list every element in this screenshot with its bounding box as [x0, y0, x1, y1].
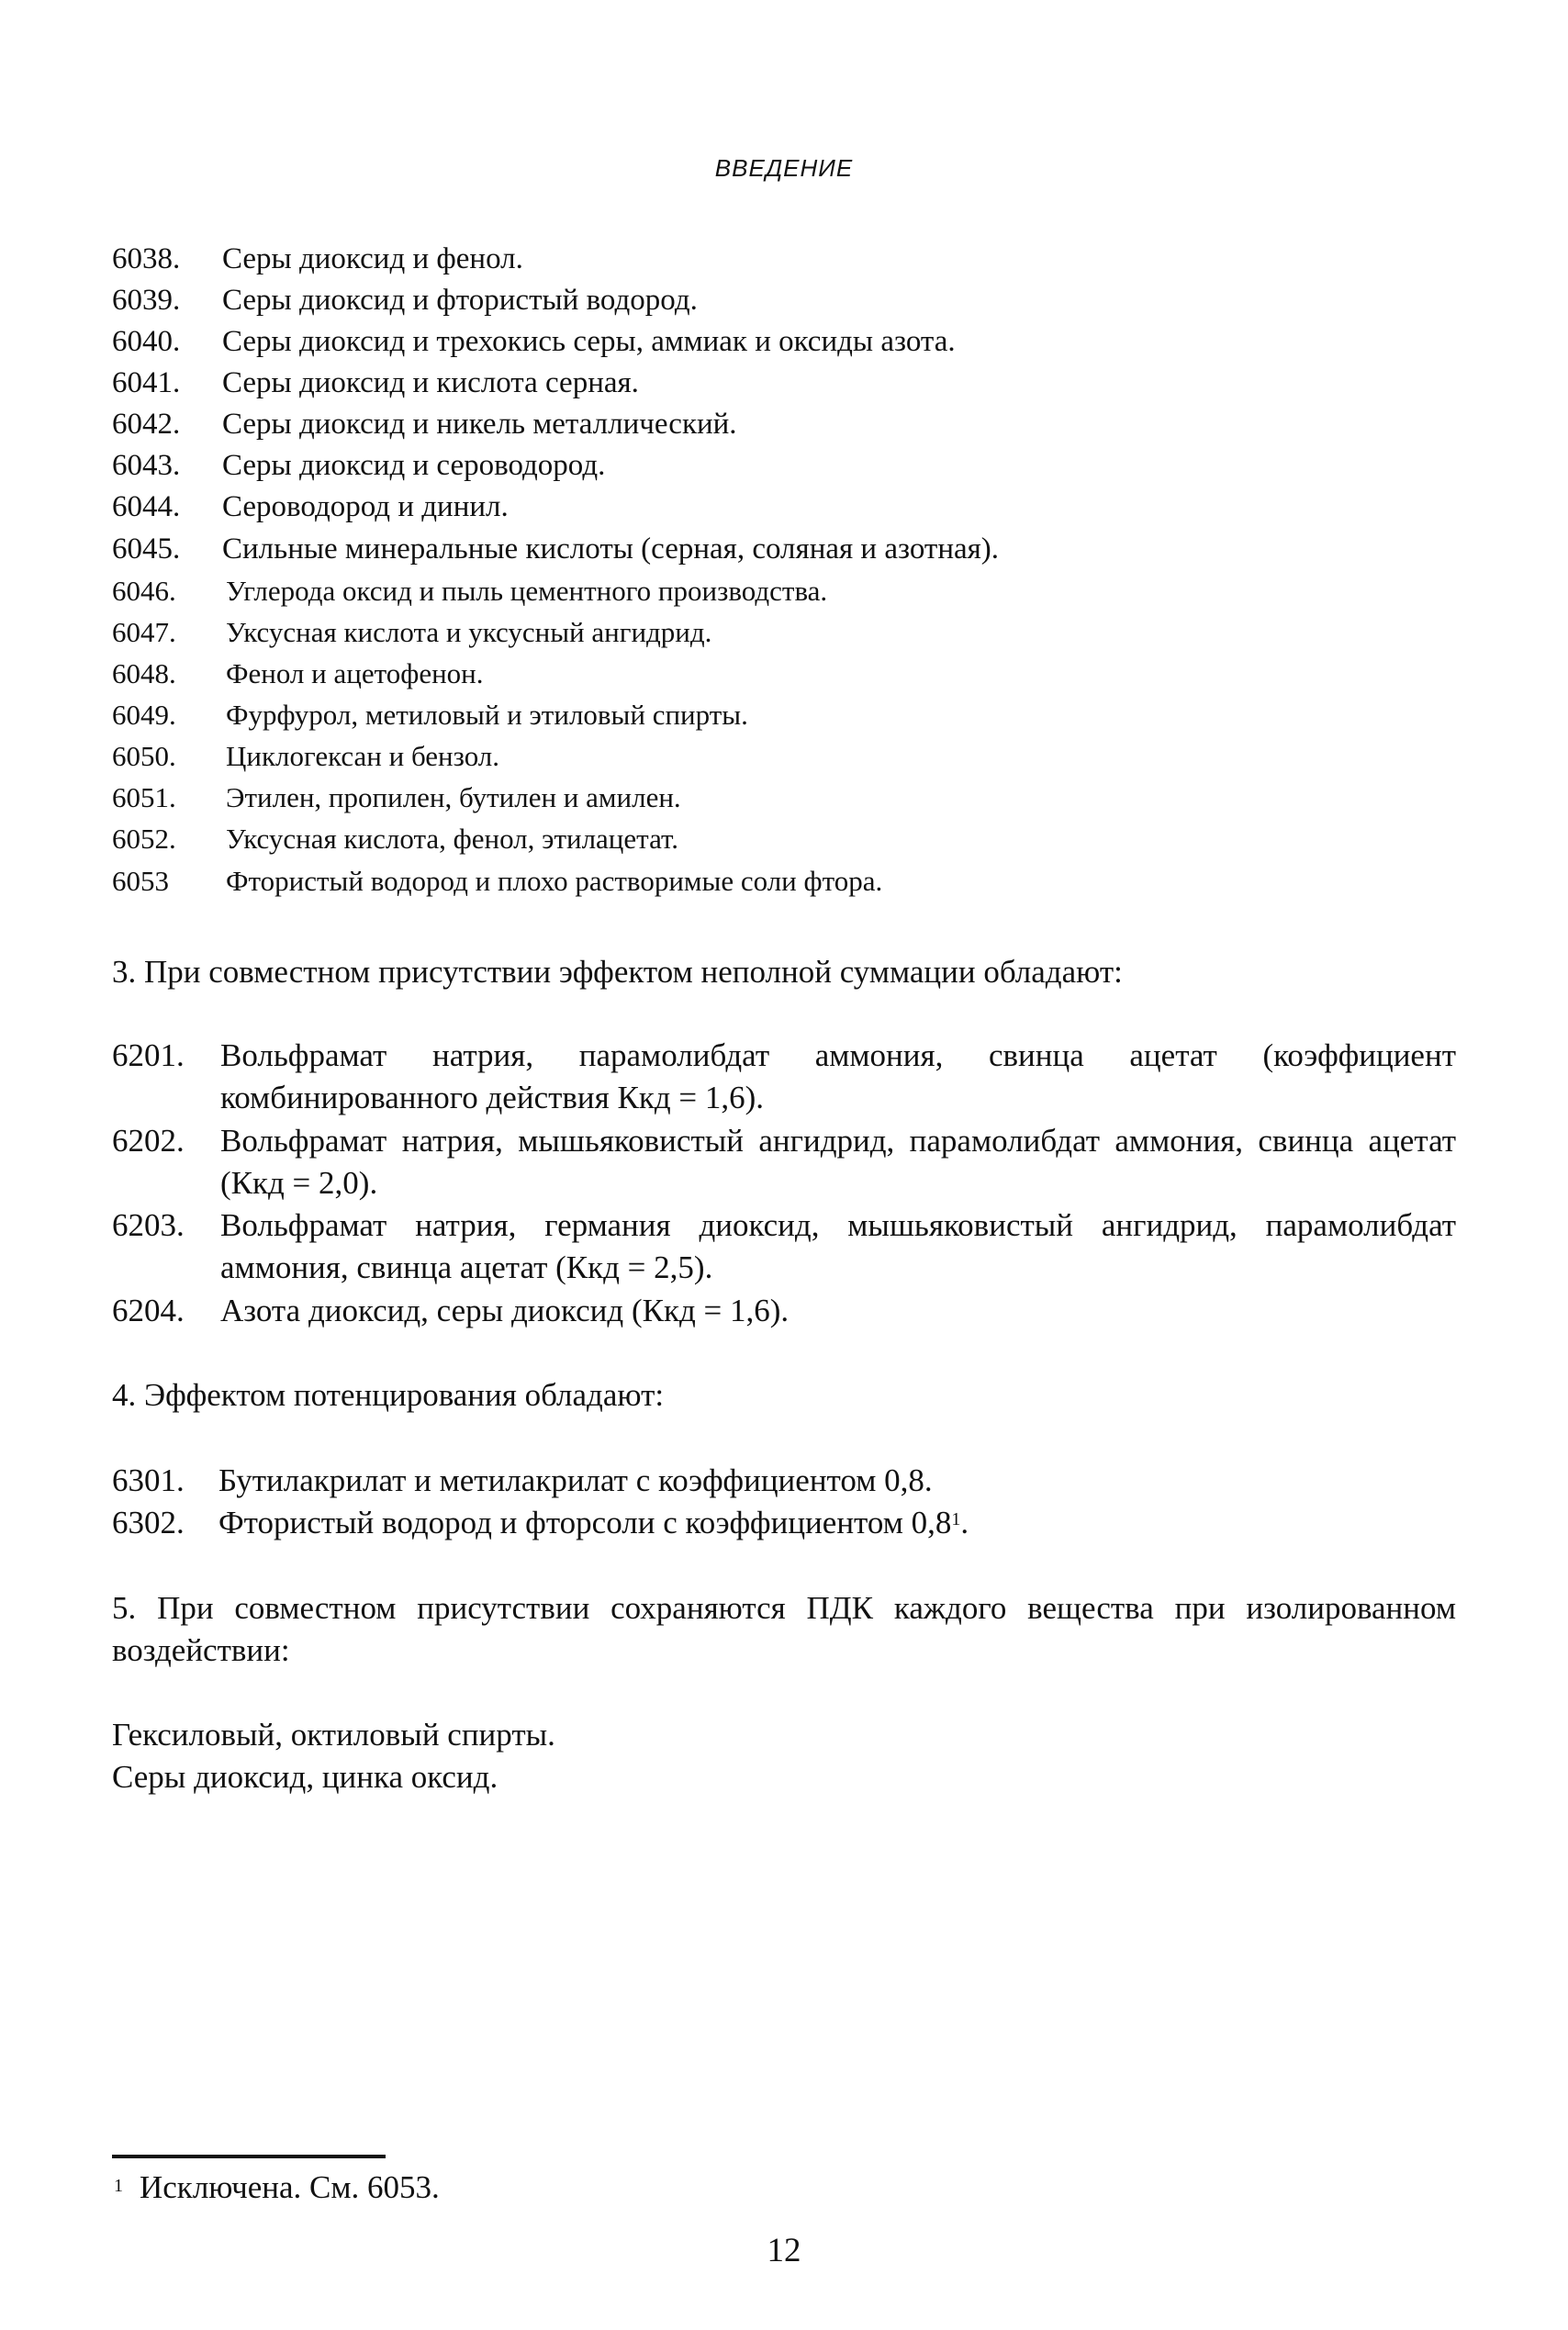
page-number: 12 — [767, 2232, 801, 2269]
item-text: Серы диоксид и фенол. — [222, 242, 523, 275]
item-text: Вольфрамат натрия, германия диоксид, мышьяковистый ангидрид, парамолибдат аммония, свинца ацетат (Ккд = 2,5). — [220, 1207, 1456, 1285]
item-number: 6053 — [112, 865, 169, 897]
item-text: Серы диоксид и никель металлический. — [222, 408, 737, 441]
list-item — [0, 1204, 1568, 1289]
item-number: 6045. — [112, 532, 181, 566]
item-text: Азота диоксид, серы диоксид (Ккд = 1,6). — [220, 1293, 790, 1328]
item-text: Сероводород и динил. — [222, 490, 509, 523]
item-number: 6041. — [112, 366, 181, 399]
footnote-mark: 1 — [114, 2176, 123, 2196]
item-text: Серы диоксид и кислота серная. — [222, 366, 639, 399]
item-number: 6204. — [112, 1293, 185, 1328]
section-4-heading: 4. Эффектом потенцирования обладают: — [112, 1377, 665, 1413]
item-number: 6302. — [112, 1505, 185, 1540]
item-number: 6046. — [112, 575, 176, 607]
item-number: 6047. — [112, 616, 176, 648]
item-text: Вольфрамат натрия, парамолибдат аммония, свинца ацетат (коэффициент комбинированного действия Ккд = 1,6). — [220, 1037, 1456, 1115]
section-3-heading: 3. При совместном присутствии эффектом неполной суммации обладают: — [112, 954, 1123, 990]
item-text: Уксусная кислота, фенол, этилацетат. — [226, 823, 679, 855]
item-number: 6042. — [112, 408, 181, 441]
item-text: Серы диоксид и трехокись серы, аммиак и оксиды азота. — [222, 325, 956, 358]
section-5-line: Серы диоксид, цинка оксид. — [112, 1759, 498, 1795]
item-text: Углерода оксид и пыль цементного производства. — [226, 575, 828, 607]
item-text: Уксусная кислота и уксусный ангидрид. — [226, 616, 712, 648]
item-text: Фенол и ацетофенон. — [226, 657, 484, 689]
item-number: 6040. — [112, 325, 181, 358]
item-text: Фтористый водород и плохо растворимые соли фтора. — [226, 865, 883, 897]
item-number: 6201. — [112, 1037, 185, 1073]
item-text-with-footnote — [218, 1502, 969, 1544]
list-item — [0, 1290, 1568, 1332]
section-5-line: Гексиловый, октиловый спирты. — [112, 1717, 555, 1753]
list-item — [0, 1120, 1568, 1204]
item-text: Этилен, пропилен, бутилен и амилен. — [226, 781, 681, 813]
footnote-text: Исключена. См. 6053. — [140, 2169, 440, 2205]
footnote-reference[interactable]: 1 — [951, 1509, 961, 1529]
item-number: 6203. — [112, 1207, 185, 1243]
item-number: 6051. — [112, 781, 176, 813]
item-number: 6202. — [112, 1123, 185, 1159]
item-text: Бутилакрилат и метилакрилат с коэффициентом 0,8. — [218, 1462, 933, 1498]
list-item — [0, 1035, 1568, 1119]
item-text: Серы диоксид и фтористый водород. — [222, 284, 698, 317]
item-text: Сильные минеральные кислоты (серная, соляная и азотная). — [222, 532, 1000, 566]
item-text: Фурфурол, метиловый и этиловый спирты. — [226, 699, 748, 731]
item-number: 6043. — [112, 449, 181, 482]
item-number: 6048. — [112, 657, 176, 689]
item-number: 6049. — [112, 699, 176, 731]
footnote — [114, 2167, 440, 2209]
item-number: 6050. — [112, 740, 176, 772]
item-number: 6039. — [112, 284, 181, 317]
item-number: 6044. — [112, 490, 181, 523]
item-text: Серы диоксид и сероводород. — [222, 449, 606, 482]
item-text: Вольфрамат натрия, мышьяковистый ангидрид, парамолибдат аммония, свинца ацетат (Ккд = 2,0). — [220, 1123, 1456, 1201]
section-5-heading: 5. При совместном присутствии сохраняются ПДК каждого вещества при изолированном воздействии: — [112, 1590, 1456, 1668]
item-text: Фтористый водород и фторсоли с коэффициентом 0,8 — [218, 1505, 952, 1540]
item-number: 6301. — [112, 1462, 185, 1498]
item-text-tail: . — [960, 1505, 969, 1540]
item-text: Циклогексан и бензол. — [226, 740, 500, 772]
item-number: 6038. — [112, 242, 181, 275]
running-header: ВВЕДЕНИЕ — [714, 154, 854, 182]
item-number: 6052. — [112, 823, 176, 855]
footnote-divider — [112, 2155, 386, 2158]
